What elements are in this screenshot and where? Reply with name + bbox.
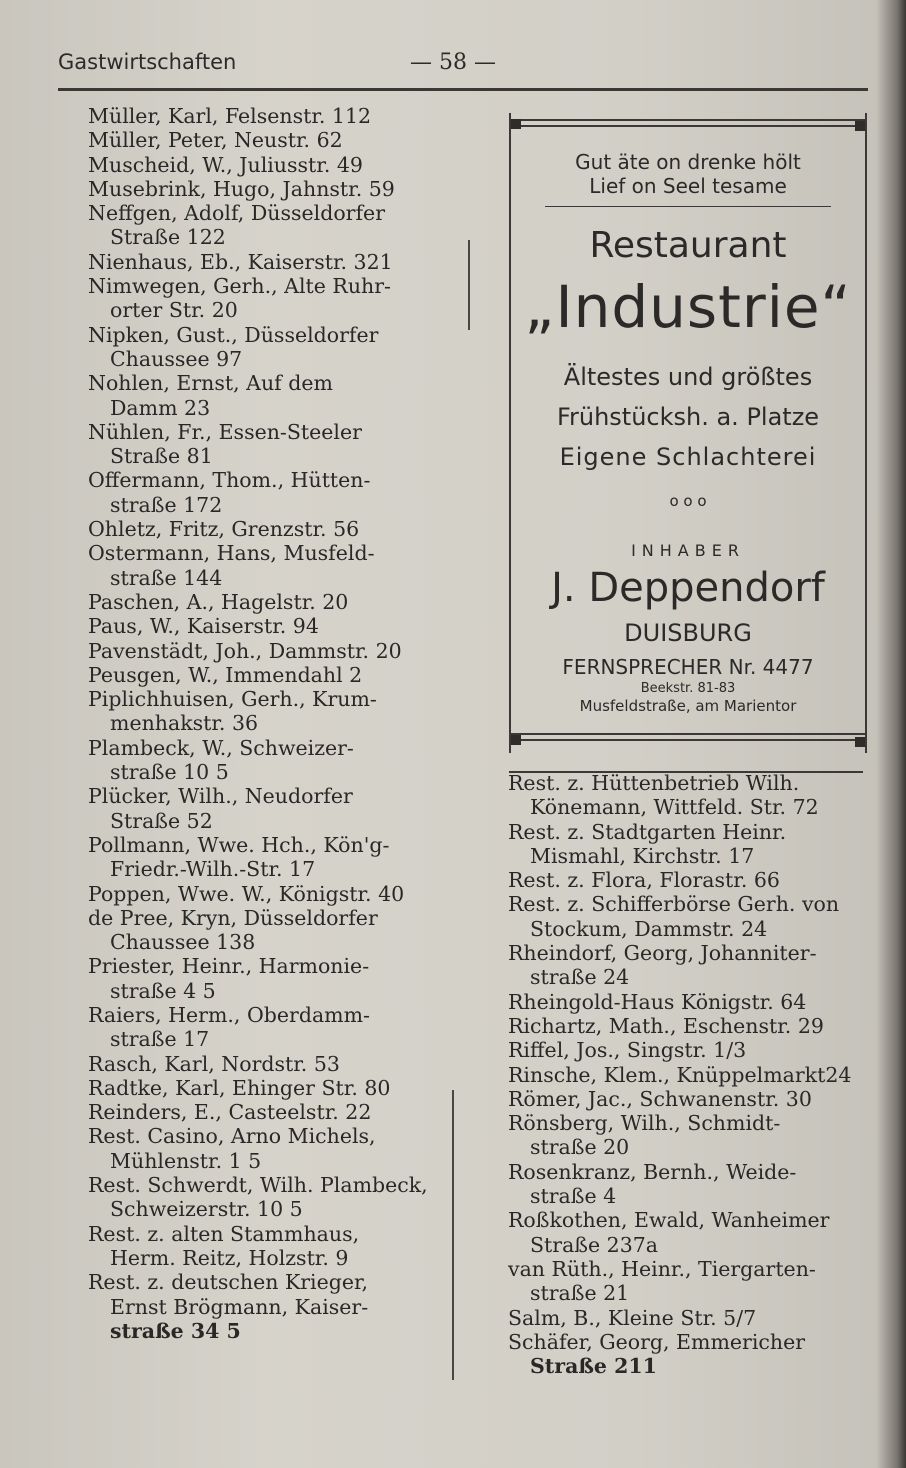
section-title: Gastwirtschaften [58, 50, 237, 74]
entry-line: Richartz, Math., Eschenstr. 29 [508, 1013, 824, 1038]
entry-line: Pollmann, Wwe. Hch., Kön'g- [88, 832, 390, 857]
directory-entry [88, 128, 448, 152]
directory-entry [88, 1124, 448, 1173]
entry-line: Rest. z. Stadtgarten Heinr. [508, 819, 787, 844]
directory-entry [88, 1076, 448, 1100]
directory-entry [88, 420, 448, 469]
entry-line: Neffgen, Adolf, Düsseldorfer [88, 201, 385, 226]
directory-entry [88, 517, 448, 541]
entry-line: Paus, W., Kaiserstr. 94 [88, 614, 319, 639]
entry-continuation: straße 4 [530, 1184, 617, 1209]
entry-line: Nohlen, Ernst, Auf dem [88, 371, 333, 396]
ad-bottom-rule [511, 733, 865, 735]
directory-entry [508, 1111, 868, 1160]
entry-line: van Rüth., Heinr., Tiergarten- [508, 1256, 816, 1281]
entry-continuation: Straße 81 [110, 444, 213, 469]
directory-entry [88, 1270, 448, 1343]
directory-entry [88, 590, 448, 614]
entry-line: Reinders, E., Casteelstr. 22 [88, 1100, 372, 1125]
entry-continuation: Damm 23 [110, 395, 211, 420]
right-column [508, 771, 868, 1378]
ad-corner-br [855, 737, 865, 747]
entry-continuation: straße 10 5 [110, 760, 229, 785]
directory-entry [508, 1208, 868, 1257]
directory-entry [88, 1052, 448, 1076]
directory-entry [88, 104, 448, 128]
directory-entry [88, 663, 448, 687]
entry-continuation: Mismahl, Kirchstr. 17 [530, 843, 755, 868]
ad-top-rule [511, 119, 865, 121]
directory-entry [88, 1173, 448, 1222]
entry-line: Rest. z. Schifferbörse Gerh. von [508, 892, 840, 917]
entry-continuation: straße 21 [530, 1281, 630, 1306]
entry-line: Ostermann, Hans, Musfeld- [88, 541, 375, 566]
entry-continuation: Könemann, Wittfeld. Str. 72 [530, 795, 819, 820]
ad-bottom-rule-2 [511, 739, 865, 741]
directory-entry [508, 1257, 868, 1306]
entry-line: Poppen, Wwe. W., Königstr. 40 [88, 881, 405, 906]
directory-entry [508, 1087, 868, 1111]
entry-continuation: straße 144 [110, 565, 223, 590]
ad-corner-tl [511, 119, 521, 129]
directory-entry [508, 771, 868, 820]
entry-line: Peusgen, W., Immendahl 2 [88, 662, 363, 687]
ad-restaurant-label: Restaurant [589, 225, 787, 266]
entry-continuation: straße 17 [110, 1027, 210, 1052]
entry-continuation: straße 4 5 [110, 978, 216, 1003]
ad-line-1: Ältestes und größtes [563, 363, 813, 391]
directory-entry [88, 274, 448, 323]
entry-continuation: straße 24 [530, 965, 630, 990]
directory-entry [88, 906, 448, 955]
entry-line: Rest. Casino, Arno Michels, [88, 1124, 376, 1149]
directory-entry [88, 736, 448, 785]
entry-continuation: Ernst Brögmann, Kaiser- [110, 1294, 369, 1319]
directory-entry [508, 1038, 868, 1062]
entry-line: de Pree, Kryn, Düsseldorfer [88, 905, 378, 930]
directory-entry [88, 687, 448, 736]
entry-line: Rheindorf, Georg, Johanniter- [508, 941, 817, 966]
ad-corner-bl [511, 735, 521, 745]
ad-restaurant-name: „Industrie“ [524, 273, 852, 341]
entry-line: Rosenkranz, Bernh., Weide- [508, 1159, 797, 1184]
ad-line-3: Eigene Schlachterei [559, 443, 817, 471]
entry-line: Pavenstädt, Joh., Dammstr. 20 [88, 638, 402, 663]
entry-line: Rest. z. Flora, Florastr. 66 [508, 868, 780, 893]
entry-line: Müller, Peter, Neustr. 62 [88, 128, 343, 153]
directory-entry [508, 1160, 868, 1209]
ad-city: DUISBURG [624, 619, 752, 647]
entry-continuation: Stockum, Dammstr. 24 [530, 916, 768, 941]
ad-phone: FERNSPRECHER Nr. 4477 [562, 655, 814, 679]
entry-continuation: straße 172 [110, 492, 223, 517]
entry-line: Plücker, Wilh., Neudorfer [88, 784, 353, 809]
directory-entry [88, 541, 448, 590]
entry-continuation: Chaussee 97 [110, 346, 243, 371]
column-divider-bottom [452, 1090, 454, 1380]
page-header [58, 48, 868, 88]
header-rule [58, 88, 868, 91]
directory-entry [508, 990, 868, 1014]
directory-entry [508, 892, 868, 941]
entry-line: Nühlen, Fr., Essen-Steeler [88, 419, 362, 444]
entry-continuation: menhakstr. 36 [110, 711, 259, 736]
directory-entry [88, 371, 448, 420]
entry-line: Rheingold-Haus Königstr. 64 [508, 989, 807, 1014]
directory-entry [508, 1306, 868, 1330]
ad-line-2: Frühstücksh. a. Platze [556, 403, 820, 431]
page-edge-shadow [876, 0, 906, 1468]
entry-continuation: Herm. Reitz, Holzstr. 9 [110, 1245, 349, 1270]
page-number: — 58 — [410, 50, 496, 75]
entry-continuation: Straße 211 [530, 1354, 657, 1379]
directory-entry [508, 1330, 868, 1379]
directory-entry [88, 153, 448, 177]
directory-entry [88, 201, 448, 250]
entry-line: Raiers, Herm., Oberdamm- [88, 1002, 370, 1027]
entry-line: Muscheid, W., Juliusstr. 49 [88, 152, 363, 177]
entry-continuation: Straße 52 [110, 808, 213, 833]
entry-line: Salm, B., Kleine Str. 5/7 [508, 1305, 757, 1330]
entry-continuation: Mühlenstr. 1 5 [110, 1148, 262, 1173]
directory-entry [508, 941, 868, 990]
ad-motto-1: Gut äte on drenke hölt [575, 150, 801, 174]
entry-line: Paschen, A., Hagelstr. 20 [88, 589, 349, 614]
ad-owner-label: INHABER [631, 541, 745, 560]
entry-continuation: straße 20 [530, 1135, 630, 1160]
entry-line: Roßkothen, Ewald, Wanheimer [508, 1208, 830, 1233]
entry-line: Piplichhuisen, Gerh., Krum- [88, 687, 377, 712]
directory-entry [508, 868, 868, 892]
restaurant-advertisement [509, 113, 867, 753]
entry-line: Nimwegen, Gerh., Alte Ruhr- [88, 274, 391, 299]
entry-continuation: Friedr.-Wilh.-Str. 17 [110, 857, 316, 882]
entry-continuation: Straße 122 [110, 225, 226, 250]
ad-owner: J. Deppendorf [551, 565, 825, 611]
directory-entry [88, 468, 448, 517]
directory-entry [88, 639, 448, 663]
entry-continuation: Schweizerstr. 10 5 [110, 1197, 303, 1222]
ad-top-rule-2 [511, 125, 865, 127]
directory-entry [88, 833, 448, 882]
entry-continuation: Chaussee 138 [110, 930, 256, 955]
entry-line: Ohletz, Fritz, Grenzstr. 56 [88, 517, 360, 542]
directory-entry [88, 1003, 448, 1052]
directory-entry [88, 177, 448, 201]
entry-line: Nipken, Gust., Düsseldorfer [88, 322, 379, 347]
entry-line: Rest. z. deutschen Krieger, [88, 1270, 369, 1295]
entry-line: Schäfer, Georg, Emmericher [508, 1329, 805, 1354]
directory-entry [88, 784, 448, 833]
directory-entry [88, 1222, 448, 1271]
ad-address-1: Beekstr. 81-83 [640, 681, 736, 696]
directory-entry [508, 1063, 868, 1087]
directory-entry [88, 614, 448, 638]
ad-motto-rule [545, 206, 831, 207]
entry-line: Riffel, Jos., Singstr. 1/3 [508, 1038, 747, 1063]
directory-entry [88, 323, 448, 372]
entry-line: Plambeck, W., Schweizer- [88, 735, 354, 760]
column-divider-top [468, 240, 470, 330]
ad-ornament-text: o o o [669, 492, 707, 510]
entry-line: Radtke, Karl, Ehinger Str. 80 [88, 1075, 391, 1100]
entry-line: Priester, Heinr., Harmonie- [88, 954, 370, 979]
entry-continuation: Straße 237a [530, 1232, 658, 1257]
directory-entry [88, 882, 448, 906]
entry-line: Rest. z. alten Stammhaus, [88, 1221, 360, 1246]
ad-motto-2: Lief on Seel tesame [589, 174, 787, 198]
ad-address-2: Musfeldstraße, am Marientor [579, 697, 797, 715]
ad-ornament [511, 493, 865, 509]
entry-line: Rinsche, Klem., Knüppelmarkt24 [508, 1062, 852, 1087]
entry-line: Musebrink, Hugo, Jahnstr. 59 [88, 176, 395, 201]
directory-entry [88, 250, 448, 274]
entry-line: Römer, Jac., Schwanenstr. 30 [508, 1086, 812, 1111]
entry-line: Rest. Schwerdt, Wilh. Plambeck, [88, 1173, 428, 1198]
directory-entry [508, 1014, 868, 1038]
entry-line: Müller, Karl, Felsenstr. 112 [88, 104, 372, 128]
entry-line: Rönsberg, Wilh., Schmidt- [508, 1111, 781, 1136]
entry-line: Offermann, Thom., Hütten- [88, 468, 371, 493]
directory-entry [88, 1100, 448, 1124]
entry-continuation: straße 34 5 [110, 1318, 241, 1343]
left-column [88, 104, 448, 1343]
entry-continuation: orter Str. 20 [110, 298, 238, 323]
ad-corner-tr [855, 121, 865, 131]
entry-line: Nienhaus, Eb., Kaiserstr. 321 [88, 249, 393, 274]
directory-entry [88, 954, 448, 1003]
entry-line: Rest. z. Hüttenbetrieb Wilh. [508, 771, 800, 795]
directory-entry [508, 820, 868, 869]
entry-line: Rasch, Karl, Nordstr. 53 [88, 1051, 340, 1076]
